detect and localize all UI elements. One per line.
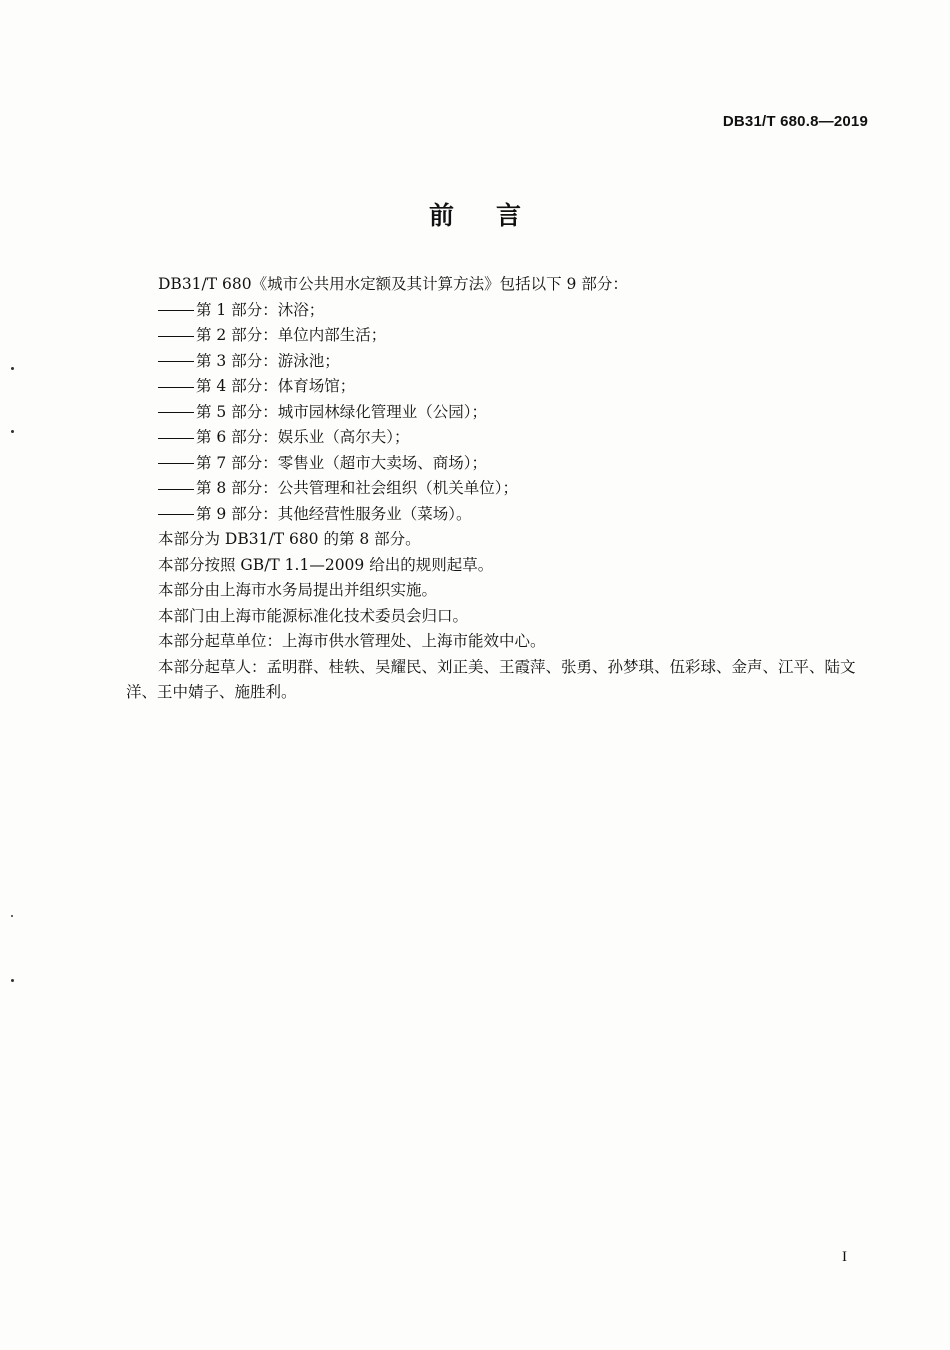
list-item-text: 第 1 部分：沐浴； bbox=[196, 300, 325, 319]
dash-marker bbox=[158, 514, 194, 515]
dash-marker bbox=[158, 438, 194, 439]
drafters-paragraph: 本部分起草人：孟明群、桂轶、吴耀民、刘正美、王霞萍、张勇、孙梦琪、伍彩球、金声、江平、陆文洋、王中婧子、施胜利。 bbox=[126, 657, 856, 701]
list-item-text: 第 5 部分：城市园林绿化管理业（公园）； bbox=[196, 402, 487, 421]
list-item bbox=[126, 476, 866, 502]
intro-paragraph: DB31/T 680《城市公共用水定额及其计算方法》包括以下 9 部分： bbox=[158, 275, 628, 293]
dash-marker bbox=[158, 412, 194, 413]
dash-marker bbox=[158, 361, 194, 362]
parts-list bbox=[126, 298, 866, 528]
list-item bbox=[126, 323, 866, 349]
list-item-text: 第 8 部分：公共管理和社会组织（机关单位）； bbox=[196, 479, 518, 497]
dash-marker bbox=[158, 463, 194, 464]
list-item bbox=[126, 298, 866, 324]
dash-marker bbox=[158, 489, 194, 490]
foreword-body bbox=[126, 272, 866, 706]
scan-speck bbox=[11, 915, 13, 917]
dash-marker bbox=[158, 387, 194, 388]
scan-speck bbox=[11, 367, 14, 370]
dash-marker bbox=[158, 310, 194, 311]
list-item-text: 第 6 部分：娱乐业（高尔夫）； bbox=[196, 428, 410, 446]
list-item-text: 第 2 部分：单位内部生活； bbox=[196, 326, 387, 344]
drafting-units-paragraph: 本部分起草单位：上海市供水管理处、上海市能效中心。 bbox=[158, 632, 546, 650]
part-statement-paragraph: 本部分为 DB31/T 680 的第 8 部分。 bbox=[158, 530, 421, 548]
list-item bbox=[126, 451, 866, 477]
page-title: 前言 bbox=[428, 201, 563, 230]
list-item bbox=[126, 349, 866, 375]
list-item bbox=[126, 400, 866, 426]
scan-speck bbox=[11, 979, 14, 982]
scan-speck bbox=[11, 430, 14, 433]
dash-marker bbox=[158, 336, 194, 337]
list-item bbox=[126, 502, 866, 528]
proposer-paragraph: 本部分由上海市水务局提出并组织实施。 bbox=[158, 581, 438, 599]
standard-code: DB31/T 680.8—2019 bbox=[722, 113, 868, 130]
drafting-rules-paragraph: 本部分按照 GB/T 1.1—2009 给出的规则起草。 bbox=[158, 555, 494, 574]
page-number: I bbox=[842, 1249, 847, 1265]
list-item bbox=[126, 425, 866, 451]
list-item-text: 第 7 部分：零售业（超市大卖场、商场）； bbox=[196, 453, 487, 472]
committee-paragraph: 本部门由上海市能源标准化技术委员会归口。 bbox=[158, 606, 469, 625]
list-item-text: 第 4 部分：体育场馆； bbox=[196, 377, 356, 395]
list-item-text: 第 3 部分：游泳池； bbox=[196, 351, 340, 370]
list-item bbox=[126, 374, 866, 400]
list-item-text: 第 9 部分：其他经营性服务业（菜场）。 bbox=[196, 504, 472, 523]
